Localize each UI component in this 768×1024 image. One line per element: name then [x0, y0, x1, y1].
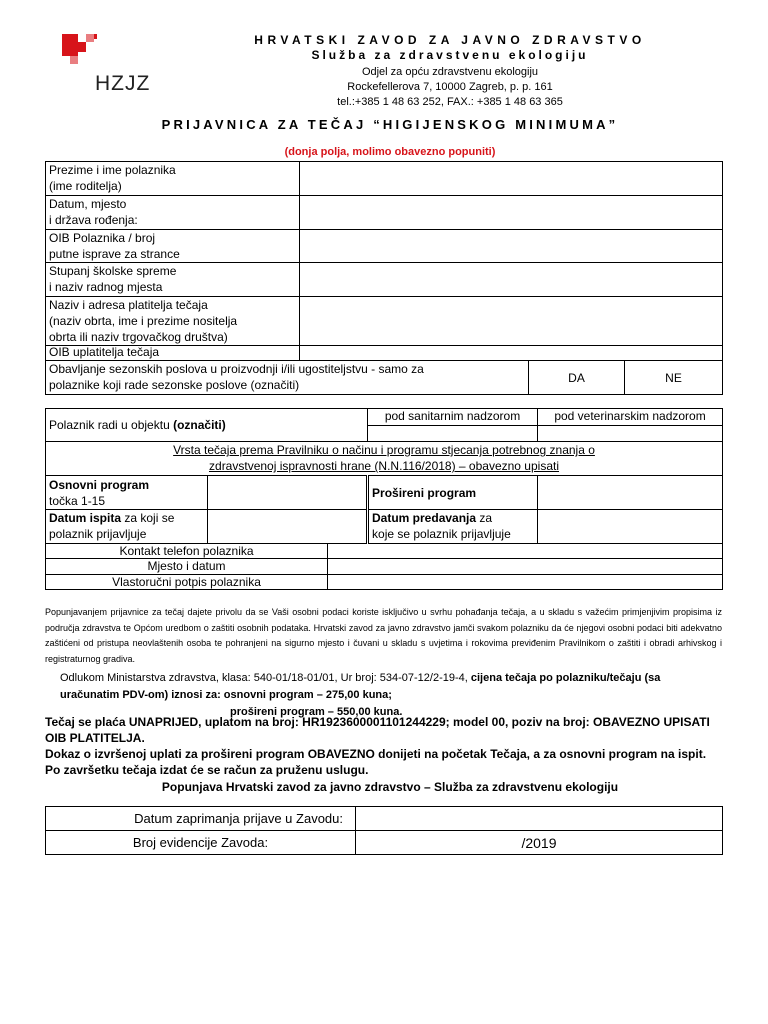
field-label: Stupanj školske spreme i naziv radnog mjesta	[46, 263, 300, 297]
field-input-oib[interactable]	[300, 230, 723, 263]
record-number-label: Broj evidencije Zavoda:	[46, 831, 356, 855]
record-number-row	[46, 831, 723, 855]
phone-label: Kontakt telefon polaznika	[46, 544, 328, 559]
veterinary-supervision-option[interactable]: pod veterinarskim nadzorom	[538, 409, 723, 426]
phone-input[interactable]	[328, 544, 723, 559]
payment-line-2: Dokaz o izvršenoj uplati za prošireni program OBAVEZNO donijeti na početak Tečaja, a za osnovni program na ispit. Po završetku tečaja izdat će se račun za pruženu uslugu.	[45, 747, 707, 777]
sanitary-supervision-option[interactable]: pod sanitarnim nadzorom	[368, 409, 538, 426]
received-date-row	[46, 807, 723, 831]
place-date-input[interactable]	[328, 559, 723, 575]
course-type-heading: Vrsta tečaja prema Pravilniku o načinu i programu stjecanja potrebnog znanja o zdravstvenoj ispravnosti hrane (N.N.116/2018) – obavezno upisati	[46, 442, 723, 476]
office-use-table	[45, 806, 723, 855]
received-date-label: Datum zaprimanja prijave u Zavodu:	[46, 807, 356, 831]
field-row-payer-oib	[46, 346, 723, 361]
exam-date-label: Datum ispita za koji se polaznik prijavljuje	[46, 510, 208, 544]
extended-program-input[interactable]	[538, 476, 723, 510]
program-row	[46, 476, 723, 510]
hzjz-logo-mark	[62, 34, 102, 66]
field-label: Prezime i ime polaznika (ime roditelja)	[46, 162, 300, 196]
record-number-input[interactable]: /2019	[356, 831, 723, 855]
privacy-notice: Popunjavanjem prijavnice za tečaj dajete privolu da se Vaši osobni podaci koriste isključivo u svrhu pohađanja tečaja, a u skladu s važećim primjenjivim propisima iz područja zdravstva te Općom uredbom o zaštiti osobnih podataka. Hrvatski zavod za javno zdravstvo jamči svakom polazniku da će njegovi osobni podaci biti adekvatno zaštićeni od pristupa neovlaštenih osoba te pohranjeni na sigurno mjesto i čuvani u skladu s uvjetima i rokovima previđenim Pravilnikom o zaštiti i obradi arhivskog i registraturnog gradiva.	[45, 607, 722, 664]
field-input-birth[interactable]	[300, 196, 723, 230]
signature-row	[46, 575, 723, 590]
signature-input[interactable]	[328, 575, 723, 590]
signature-label: Vlastoručni potpis polaznika	[46, 575, 328, 590]
course-info-table	[45, 408, 723, 590]
phone-row	[46, 544, 723, 559]
field-row-oib	[46, 230, 723, 263]
department-name: Odjel za opću zdravstvenu ekologiju	[361, 66, 539, 78]
institution-name: HRVATSKI ZAVOD ZA JAVNO ZDRAVSTVO	[254, 33, 646, 47]
field-input-education[interactable]	[300, 263, 723, 297]
required-note: (donja polja, molimo obavezno popuniti)	[284, 146, 496, 158]
office-section-heading: Popunjava Hrvatski zavod za javno zdravstvo – Služba za zdravstvenu ekologiju	[161, 780, 619, 794]
field-label: OIB uplatitelja tečaja	[46, 346, 300, 361]
decision-price-extended: prošireni program – 550,00 kuna.	[230, 706, 403, 718]
received-date-input[interactable]	[356, 807, 723, 831]
field-input-name[interactable]	[300, 162, 723, 196]
course-type-row	[46, 442, 723, 476]
decision-intro: Odlukom Ministarstva zdravstva, klasa: 540-01/18-01/01, Ur broj: 534-07-12/2-19-4,	[60, 672, 471, 684]
extended-program-label: Prošireni program	[368, 476, 538, 510]
payment-line-1: Tečaj se plaća UNAPRIJED, uplatom na broj: HR1923600001101244229; model 00, poziv na broj: OBAVEZNO UPISATI OIB PLATITELJA.	[45, 715, 710, 745]
field-label: OIB Polaznika / broj putne isprave za strance	[46, 230, 300, 263]
exam-date-input[interactable]	[208, 510, 368, 544]
seasonal-yes-option[interactable]: DA	[529, 361, 625, 395]
workplace-row-top	[46, 409, 723, 426]
field-row-birth	[46, 196, 723, 230]
field-label: Naziv i adresa platitelja tečaja (naziv obrta, ime i prezime nositelja obrta ili naziv trgovačkog društva)	[46, 297, 300, 346]
seasonal-no-option[interactable]: NE	[625, 361, 723, 395]
payment-instructions	[45, 714, 722, 778]
field-row-education	[46, 263, 723, 297]
place-date-row	[46, 559, 723, 575]
seasonal-label: Obavljanje sezonskih poslova u proizvodnji i/ili ugostiteljstvu - samo za polaznike koji rade sezonske poslove (označiti)	[46, 361, 529, 395]
field-input-payer-oib[interactable]	[300, 346, 723, 361]
lecture-date-input[interactable]	[538, 510, 723, 544]
service-name: Služba za zdravstvenu ekologiju	[311, 48, 589, 62]
contact-info: tel.:+385 1 48 63 252, FAX.: +385 1 48 63 365	[337, 96, 563, 108]
decision-price-basic: cijena tečaja po polazniku/tečaju (sa uračunatim PDV-om) iznosi za: osnovni program – 275,00 kuna;	[60, 672, 661, 701]
veterinary-checkbox-cell[interactable]	[538, 426, 723, 442]
dates-row	[46, 510, 723, 544]
address: Rockefellerova 7, 10000 Zagreb, p. p. 161	[347, 81, 553, 93]
basic-program-label: Osnovni program točka 1-15	[46, 476, 208, 510]
personal-data-table	[45, 161, 723, 395]
field-input-payer[interactable]	[300, 297, 723, 346]
lecture-date-label: Datum predavanja za koje se polaznik prijavljuje	[368, 510, 538, 544]
seasonal-row	[46, 361, 723, 395]
workplace-label: Polaznik radi u objektu (označiti)	[46, 409, 368, 442]
field-label: Datum, mjesto i država rođenja:	[46, 196, 300, 230]
field-row-name	[46, 162, 723, 196]
field-row-payer	[46, 297, 723, 346]
sanitary-checkbox-cell[interactable]	[368, 426, 538, 442]
basic-program-input[interactable]	[208, 476, 368, 510]
hzjz-logo-text: HZJZ	[95, 72, 151, 95]
place-date-label: Mjesto i datum	[46, 559, 328, 575]
form-title: PRIJAVNICA ZA TEČAJ “HIGIJENSKOG MINIMUMA”	[161, 117, 619, 132]
